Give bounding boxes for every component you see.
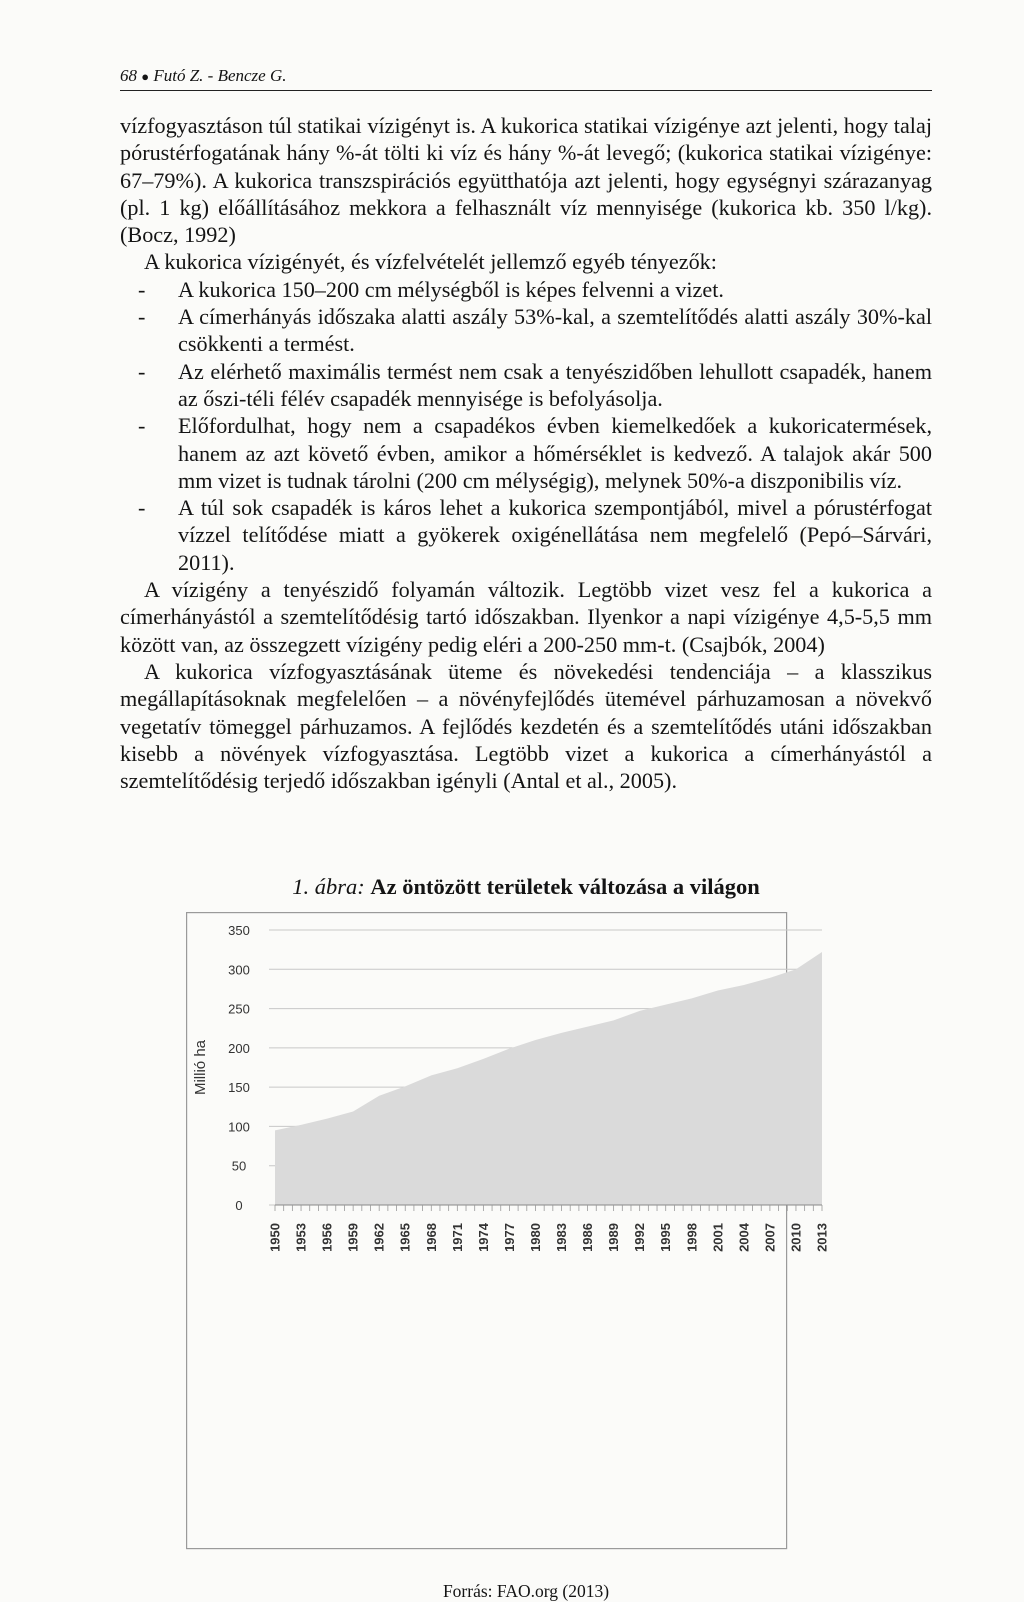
x-tick-label: 1980	[527, 1223, 543, 1252]
list-item	[120, 303, 932, 358]
x-tick-label: 1956	[319, 1223, 335, 1252]
x-tick-label: 1983	[554, 1223, 570, 1252]
chart-svg	[186, 912, 838, 1564]
y-tick-label: 100	[228, 1119, 250, 1135]
list-dash: -	[138, 495, 146, 521]
figure-title: Az öntözött területek változása a világon	[370, 874, 760, 899]
bullet-dot: ●	[141, 69, 150, 84]
x-tick-label: 1977	[501, 1223, 517, 1252]
list-dash: -	[138, 413, 146, 439]
paragraph-2: A kukorica vízigényét, és vízfelvételét jellemző egyéb tényezők:	[144, 249, 717, 275]
paragraph-1: vízfogyasztáson túl statikai vízigényt is. A kukorica statikai vízigénye azt jelenti, hogy talaj pórustérfogatának hány %-át tölti ki víz és hány %-át levegő; (kukorica statikai vízigénye: 67–79%). A kukorica transzspirációs együtthatója azt jelenti, hogy egységnyi szárazanyag (pl. 1 kg) előállításához mekkora a felhasznált víz mennyisége (kukorica kb. 350 l/kg). (Bocz, 1992)	[120, 113, 932, 248]
x-tick-label: 1965	[397, 1223, 413, 1252]
running-header	[120, 66, 932, 91]
list-dash: -	[138, 276, 146, 302]
x-tick-label: 1986	[580, 1223, 596, 1252]
area-series	[275, 952, 822, 1205]
x-tick-label: 1974	[475, 1223, 491, 1252]
x-tick-label: 1995	[658, 1223, 674, 1252]
list-item	[120, 412, 932, 494]
list-item-text: A túl sok csapadék is káros lehet a kukorica szempontjából, mivel a pórustérfogat vízzel telítődése miatt a gyökerek oxigénellátása nem megfelelő (Pepó–Sárvári, 2011).	[178, 495, 932, 575]
y-tick-label: 0	[235, 1198, 243, 1213]
figure-source: Forrás: FAO.org (2013)	[442, 1581, 610, 1601]
paragraph-3: A vízigény a tenyészidő folyamán változik. Legtöbb vizet vesz fel a kukorica a címerhányástól a szemtelítődésig tartó időszakban. Ilyenkor a napi vízigénye 4,5-5,5 mm között van, az összegzett vízigény pedig eléri a 200-250 mm-t. (Csajbók, 2004)	[120, 577, 932, 657]
list-item-text: A kukorica 150–200 cm mélységből is képes felvenni a vizet.	[178, 276, 724, 302]
figure-caption	[120, 874, 932, 900]
y-tick-label: 50	[231, 1158, 247, 1174]
y-tick-label: 150	[228, 1080, 250, 1096]
x-tick-label: 2004	[736, 1223, 752, 1252]
x-tick-label: 1953	[293, 1223, 309, 1252]
x-tick-label: 1962	[371, 1223, 387, 1252]
x-tick-label: 2007	[762, 1223, 778, 1252]
paragraph-4: A kukorica vízfogyasztásának üteme és növekedési tendenciája – a klasszikus megállapításoknak megfelelően – a növényfejlődés ütemével párhuzamosan a növekvő vegetatív tömeggel párhuzamos. A fejlődés kezdetén és a szemtelítődés utáni időszakban kisebb a növények vízfogyasztása. Legtöbb vizet a kukorica a címerhányástól a szemtelítődésig terjedő időszakban igényli (Antal et al., 2005).	[120, 658, 932, 794]
x-tick-label: 2013	[814, 1223, 830, 1252]
x-tick-label: 1950	[267, 1223, 283, 1252]
x-tick-label: 2001	[710, 1223, 726, 1252]
x-tick-label: 1959	[345, 1223, 361, 1252]
x-tick-label: 1998	[684, 1223, 700, 1252]
list-item-text: Az elérhető maximális termést nem csak a tenyészidőben lehullott csapadék, hanem az őszi-téli félév csapadék mennyisége is befolyásolja.	[178, 358, 932, 411]
x-tick-label: 2010	[788, 1223, 804, 1252]
y-tick-label: 300	[228, 962, 250, 978]
list-dash: -	[138, 304, 146, 330]
page-number: 68	[120, 66, 137, 85]
x-tick-label: 1992	[632, 1223, 648, 1252]
figure-number: 1. ábra:	[292, 874, 365, 899]
y-tick-label: 250	[228, 1001, 250, 1017]
x-tick-label: 1989	[606, 1223, 622, 1252]
y-tick-label: 350	[228, 923, 250, 938]
factor-list	[120, 276, 932, 576]
irrigated-area-chart	[186, 912, 838, 1564]
list-item	[120, 494, 932, 576]
x-tick-label: 1971	[449, 1223, 465, 1252]
list-item	[120, 358, 932, 413]
x-tick-label: 1968	[423, 1223, 439, 1252]
body-text	[120, 112, 932, 794]
list-item-text: A címerhányás időszaka alatti aszály 53%-kal, a szemtelítődés alatti aszály 30%-kal csökkenti a termést.	[178, 304, 932, 357]
header-authors: Futó Z. - Bencze G.	[153, 66, 287, 85]
y-tick-label: 200	[228, 1040, 250, 1056]
list-item	[120, 276, 932, 303]
list-dash: -	[138, 358, 146, 384]
list-item-text: Előfordulhat, hogy nem a csapadékos évben kiemelkedőek a kukoricatermések, hanem az azt követő évben, amikor a hőmérséklet is kedvező. A talajok akár 500 mm vizet is tudnak tárolni (200 cm mélységig), melynek 50%-a diszponibilis víz.	[178, 413, 932, 493]
y-axis-label: Millió ha	[192, 1039, 209, 1096]
